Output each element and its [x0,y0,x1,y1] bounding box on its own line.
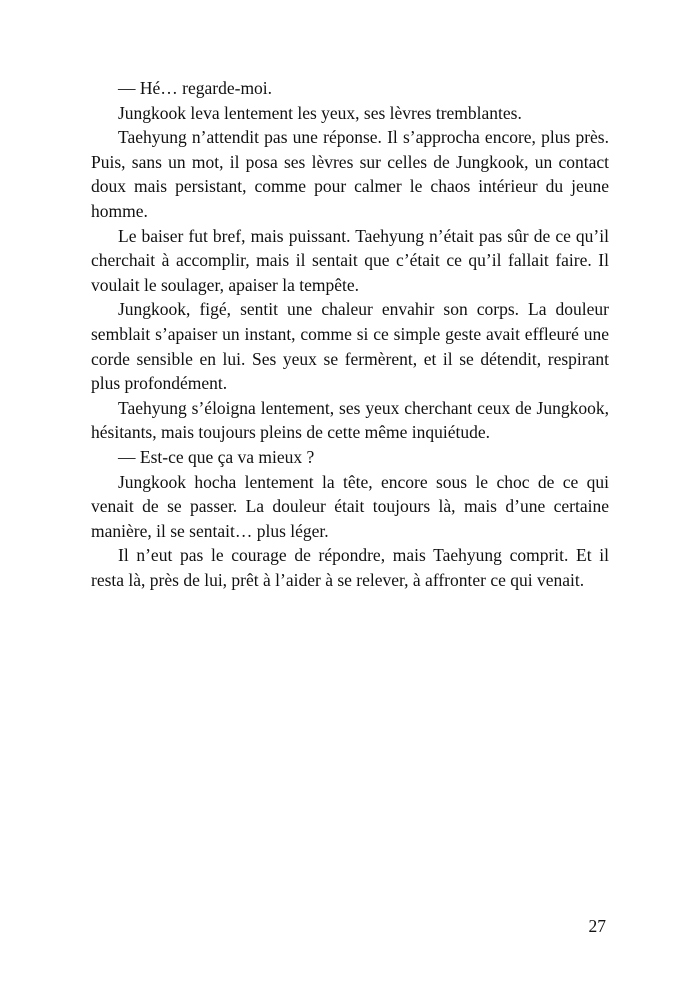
paragraph-2: Jungkook leva lentement les yeux, ses lèvres tremblantes. [118,102,522,123]
body-text [91,76,609,592]
paragraph-3: Taehyung n’attendit pas une réponse. Il s’approcha encore, plus près. Puis, sans un mot, il posa ses lèvres sur celles de Jungkook, un contact doux mais persistant, comme pour calmer le chaos intérieur du jeune homme. [91,127,609,221]
page-number: 27 [588,916,606,936]
paragraph-7: — Est-ce que ça va mieux ? [118,446,315,467]
paragraph-6: Taehyung s’éloigna lentement, ses yeux cherchant ceux de Jungkook, hésitants, mais toujours pleins de cette même inquiétude. [91,397,609,443]
paragraph-1: — Hé… regarde-moi. [118,78,273,98]
paragraph-9: Il n’eut pas le courage de répondre, mais Taehyung comprit. Et il resta là, près de lui, prêt à l’aider à se relever, à affronter ce qui venait. [91,545,609,590]
paragraph-4: Le baiser fut bref, mais puissant. Taehyung n’était pas sûr de ce qu’il cherchait à accomplir, mais il sentait que c’était ce qu’il fallait faire. Il voulait le soulager, apaiser la tempête. [91,225,609,295]
paragraph-5: Jungkook, figé, sentit une chaleur envahir son corps. La douleur semblait s’apaiser un instant, comme si ce simple geste avait effleuré une corde sensible en lui. Ses yeux se fermèrent, et il se détendit, respirant plus profondément. [91,299,609,394]
paragraph-8: Jungkook hocha lentement la tête, encore sous le choc de ce qui venait de se passer. La douleur était toujours là, mais d’une certaine manière, il se sentait… plus léger. [91,471,609,541]
